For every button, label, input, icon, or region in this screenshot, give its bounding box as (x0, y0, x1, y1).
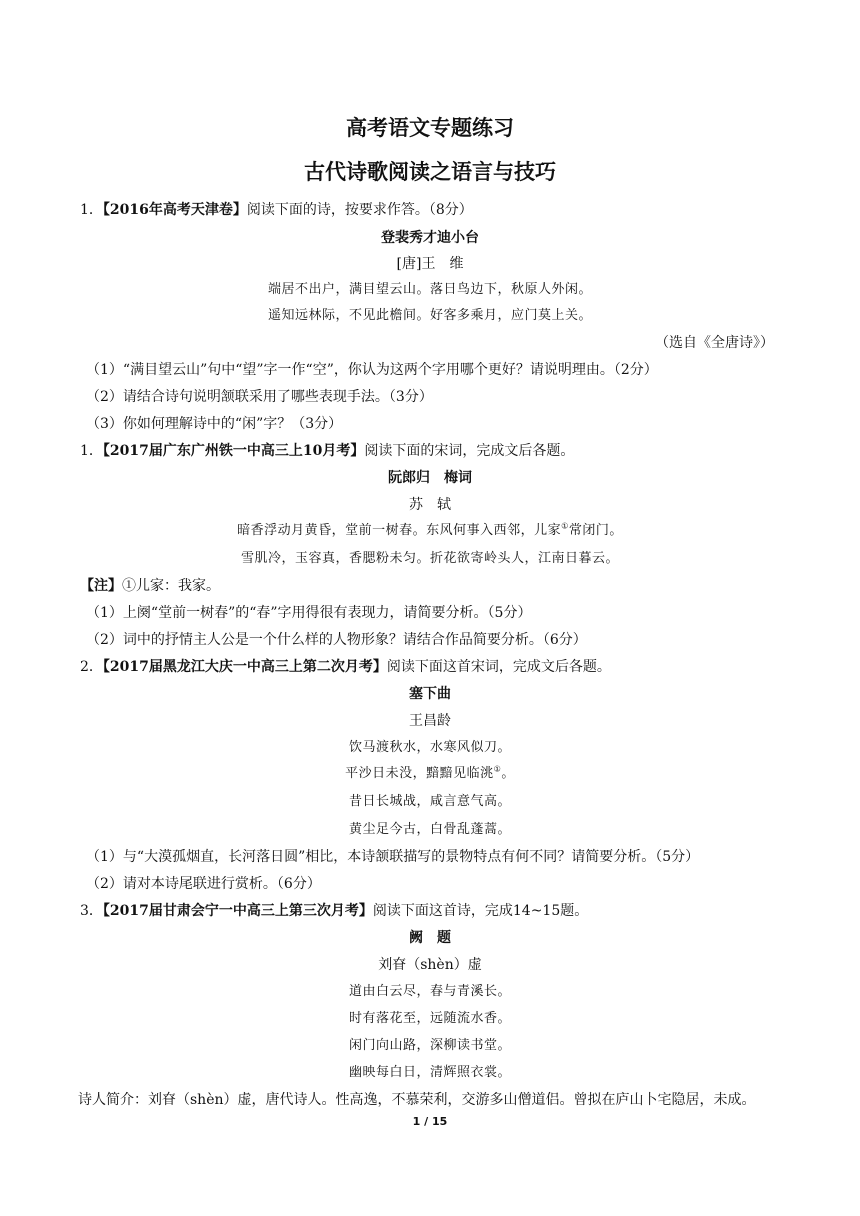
q2-poem-title: 阮郎归 梅词 (388, 470, 472, 486)
q3-poem-title: 塞下曲 (409, 686, 451, 702)
q4-poem-line-1: 道由白云尽，春与青溪长。 (348, 984, 511, 999)
q3-source: 【2017届黑龙江大庆一中高三上第二次月考】 (102, 659, 387, 675)
q1-poem-title: 登裴秀才迪小台 (381, 230, 479, 246)
q4-heading (80, 901, 588, 921)
q4-poem-line-4: 幽映每白日，清辉照衣裳。 (348, 1065, 511, 1080)
q2-heading (80, 441, 574, 461)
q4-instruction: 阅读下面这首诗，完成14~15题。 (372, 903, 589, 919)
q2-number: 1． (80, 443, 103, 459)
q3-poem-line-4: 黄尘足今古，白骨乱蓬蒿。 (348, 822, 511, 837)
q3-poem-line-2 (0, 764, 860, 784)
q3-line2-text: 平沙日未没，黯黯见临洮 (345, 766, 494, 781)
q2-line1-tail: 常闭门。 (568, 523, 623, 538)
q2-author: 苏 轼 (409, 497, 451, 513)
q2-poem-line-1 (0, 521, 860, 541)
q1-source: 【2016年高考天津卷】 (102, 202, 247, 218)
q3-poem-line-1: 饮马渡秋水，水寒风似刀。 (348, 740, 511, 755)
q4-poem-line-2: 时有落花至，远随流水香。 (348, 1011, 511, 1026)
q2-note-text: ①儿家：我家。 (122, 578, 220, 594)
q3-question-1: （1）与“大漠孤烟直，长河落日圆”相比，本诗颔联描写的景物特点有何不同？请简要分析。（5分） (86, 849, 700, 865)
q1-poem-line-1: 端居不出户，满目望云山。落日鸟边下，秋原人外闲。 (267, 282, 592, 297)
q2-source: 【2017届广东广州铁一中高三上10月考】 (102, 443, 365, 459)
q4-poem-title: 阙 题 (409, 930, 451, 946)
q1-heading (80, 200, 473, 220)
q1-number: 1． (80, 202, 103, 218)
q2-instruction: 阅读下面的宋词，完成文后各题。 (364, 443, 575, 459)
q1-question-2: （2）请结合诗句说明颔联采用了哪些表现手法。（3分） (86, 389, 433, 405)
page-subtitle: 古代诗歌阅读之语言与技巧 (304, 160, 556, 184)
page-title: 高考语文专题练习 (346, 116, 514, 140)
q4-number: 3． (80, 903, 103, 919)
q4-author: 刘眘（shèn）虚 (378, 957, 482, 973)
q4-poet-bio: 诗人简介：刘眘（shèn）虚，唐代诗人。性高逸，不慕荣利，交游多山僧道侣。曾拟在庐山卜宅隐居，未成。 (78, 1092, 756, 1108)
q4-poem-line-3: 闲门向山路，深柳读书堂。 (348, 1038, 511, 1053)
q1-poem-line-2: 遥知远林际，不见此檐间。好客多乘月，应门莫上关。 (267, 308, 592, 323)
q2-footnote-mark: ① (561, 521, 569, 531)
q3-instruction: 阅读下面这首宋词，完成文后各题。 (386, 659, 611, 675)
q2-question-2: （2）词中的抒情主人公是一个什么样的人物形象？请结合作品简要分析。（6分） (86, 632, 587, 648)
q1-citation: （选自《全唐诗》） (655, 335, 774, 351)
q1-author: [唐]王 维 (396, 256, 464, 272)
q3-footnote-mark: ① (493, 764, 502, 774)
q2-note (80, 576, 220, 596)
q3-heading (80, 657, 611, 677)
q2-note-label: 【注】 (80, 578, 122, 594)
q4-source: 【2017届甘肃会宁一中高三上第三次月考】 (102, 903, 373, 919)
q2-question-1: （1）上阕“堂前一树春”的“春”字用得很有表现力，请简要分析。（5分） (86, 605, 532, 621)
q3-line2-tail: 。 (501, 766, 515, 781)
q3-poem-line-3: 昔日长城战，咸言意气高。 (348, 794, 511, 809)
q2-line1-text: 暗香浮动月黄昏，堂前一树春。东风何事入西邻，儿家 (237, 523, 562, 538)
q1-instruction: 阅读下面的诗，按要求作答。（8分） (246, 202, 473, 218)
q2-poem-line-2: 雪肌冷，玉容真，香腮粉未匀。折花欲寄岭头人，江南日暮云。 (240, 551, 619, 566)
q1-question-3: （3）你如何理解诗中的“闲”字？（3分） (86, 416, 343, 432)
q1-question-1: （1）“满目望云山”句中“望”字一作“空”，你认为这两个字用哪个更好？请说明理由。（2分） (86, 362, 658, 378)
q3-number: 2． (80, 659, 103, 675)
q3-author: 王昌龄 (409, 713, 451, 729)
q3-question-2: （2）请对本诗尾联进行赏析。（6分） (86, 876, 321, 892)
page-number: 1 / 15 (412, 1115, 448, 1128)
